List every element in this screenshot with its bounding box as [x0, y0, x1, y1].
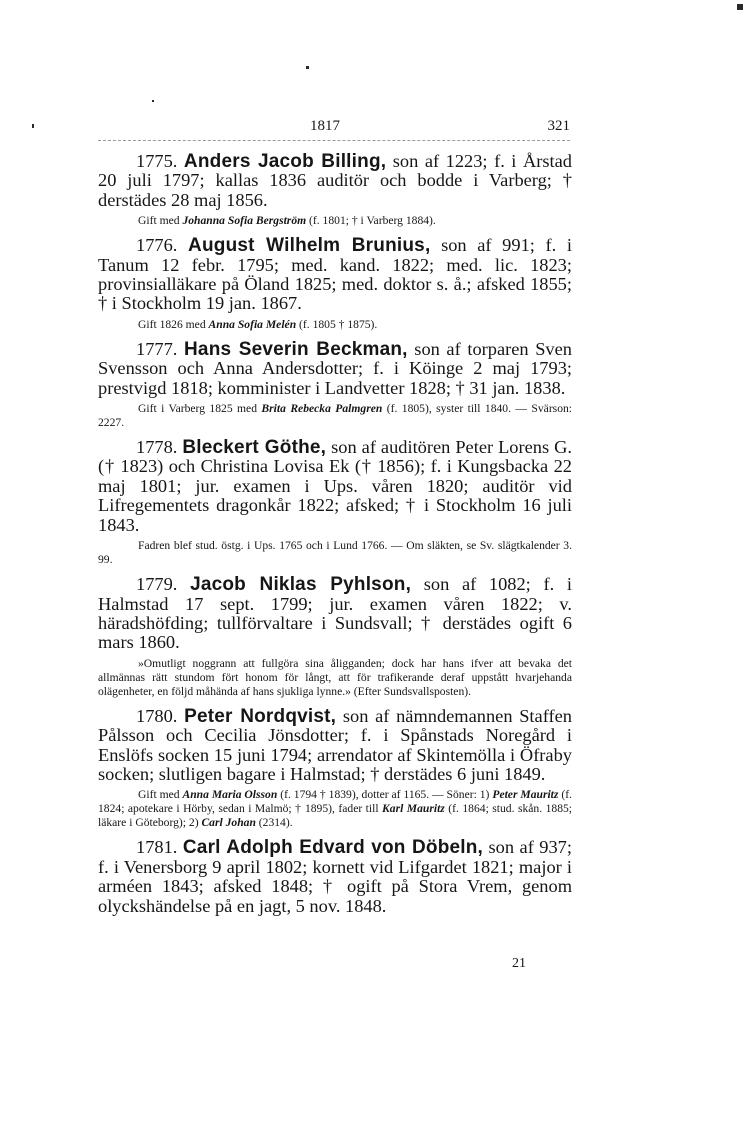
- entry-note: Gift i Varberg 1825 med Brita Rebecka Palmgren (f. 1805), syster till 1840. — Svärson: 2227.: [98, 402, 573, 430]
- entry-1778: [98, 438, 572, 567]
- scan-speck: [737, 4, 743, 10]
- entry-number: 1780.: [136, 705, 178, 726]
- entry-number: 1781.: [136, 837, 178, 858]
- entry-name: Peter Nordqvist,: [184, 705, 337, 727]
- entry-1775: [98, 152, 572, 228]
- entry-text: son af auditören Peter Lorens G. († 1823) och Christina Lovisa Ek († 1856); f. i Kungsbacka 22 maj 1801; jur. examen i Ups. våren 1820; auditör vid Lifregementets dragonkår 1822; afsked; † i Stockholm 16 juli 1843.: [98, 437, 572, 535]
- entry-text: son af 1223; f. i Årstad 20 juli 1797; kallas 1836 auditör och bodde i Varberg; † derstädes 28 maj 1856.: [98, 151, 572, 210]
- entry-number: 1775.: [136, 151, 178, 171]
- entry-1776: [98, 236, 572, 332]
- entry-text: son af 937; f. i Venersborg 9 april 1802; kornett vid Lifgardet 1821; major i arméen 1843; afsked 1848; † ogift på Stora Vrem, genom olyckshändelse på en jagt, 5 nov. 1848.: [98, 837, 572, 916]
- entry-number: 1777.: [136, 338, 178, 359]
- entry-note: »Omutligt noggrann att fullgöra sina åligganden; dock har hans ifver att bevaka det allmännas rätt stundom fört honom för långt, att för trafikerande deraf uppstått hvarjehanda olägenheter, en följd måhända af hans sjukliga lynne.» (Efter Sundsvallsposten).: [98, 656, 572, 698]
- header-rule: [98, 140, 570, 141]
- page-header: [98, 118, 574, 140]
- scan-speck: [32, 124, 34, 128]
- entry-text: son af nämndemannen Staffen Pålsson och Cecilia Jönsdotter; f. i Spånstads Noregård i Enslöfs socken 15 juni 1794; arrendator af Skintemölla i Öfraby socken; slutligen bagare i Halmstad; † derstädes 6 juni 1849.: [98, 705, 572, 784]
- entry-1781: [98, 838, 572, 916]
- entry-text: son af 1082; f. i Halmstad 17 sept. 1799; jur. examen våren 1822; v. häradshöfding; tullförvaltare i Sundsvall; † derstädes ogift 6 mars 1860.: [98, 574, 572, 653]
- entry-note: Fadren blef stud. östg. i Ups. 1765 och i Lund 1766. — Om släkten, se Sv. slägtkalender 3. 99.: [98, 539, 572, 567]
- scan-speck: [152, 100, 154, 102]
- entry-name: Carl Adolph Edvard von Döbeln,: [182, 837, 484, 859]
- entry-text: son af 991; f. i Tanum 12 febr. 1795; med. kand. 1822; med. lic. 1823; provinsialläkare på Öland 1825; med. doktor s. å.; afsked 1855; † i Stockholm 19 jan. 1867.: [98, 235, 572, 314]
- entry-name: Anders Jacob Billing,: [183, 151, 387, 172]
- entry-note: Gift med Anna Maria Olsson (f. 1794 † 1839), dotter af 1165. — Söner: 1) Peter Mauritz (f. 1824; apotekare i Hörby, sedan i Malmö; † 1895), fader till Karl Mauritz (f. 1864; stud. skån. 1885; läkare i Göteborg); 2) Carl Johan (2314).: [98, 788, 573, 830]
- entry-number: 1779.: [136, 574, 178, 595]
- entry-number: 1778.: [136, 437, 178, 458]
- entry-note: Gift med Johanna Sofia Bergström (f. 1801; † i Varberg 1884).: [138, 214, 436, 228]
- entry-1779: [98, 575, 572, 699]
- entry-name: Hans Severin Beckman,: [184, 338, 408, 360]
- entry-number: 1776.: [136, 235, 178, 256]
- entry-text: son af torparen Sven Svensson och Anna Andersdotter; f. i Köinge 2 maj 1793; prestvigd 1818; komminister i Landvetter 1828; † 31 jan. 1838.: [98, 338, 572, 398]
- entry-1780: [98, 707, 572, 831]
- header-page-number: 321: [547, 118, 570, 134]
- entry-name: August Wilhelm Brunius,: [188, 235, 431, 257]
- entry-name: Bleckert Göthe,: [182, 437, 327, 459]
- header-year: 1817: [310, 118, 340, 134]
- signature-mark: 21: [512, 956, 526, 971]
- scan-speck: [306, 66, 309, 69]
- entry-note: Gift 1826 med Anna Sofia Melén (f. 1805 † 1875).: [138, 317, 378, 331]
- entry-1777: [98, 340, 572, 430]
- entries-list: [98, 152, 572, 916]
- entry-name: Jacob Niklas Pyhlson,: [190, 574, 412, 596]
